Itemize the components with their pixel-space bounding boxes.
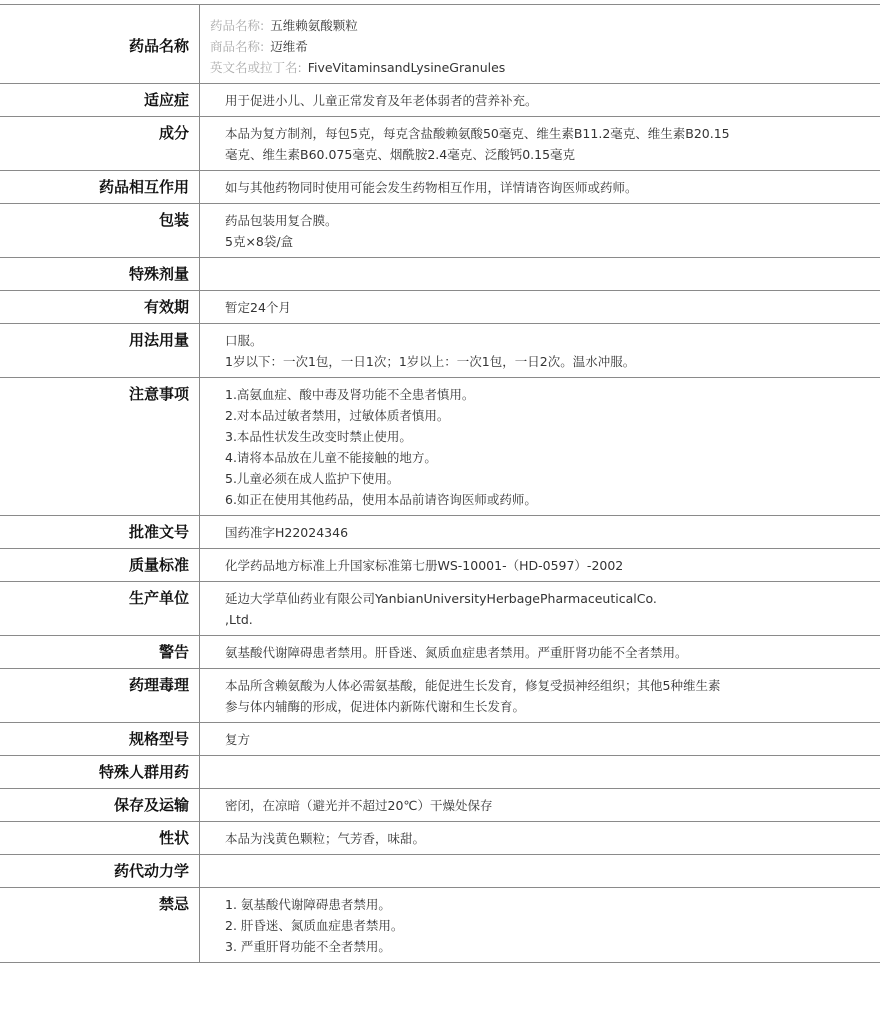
value-line: 国药准字H22024346 bbox=[225, 525, 349, 540]
value-appearance bbox=[200, 822, 880, 854]
value-line: 1岁以下：一次1包，一日1次；1岁以上：一次1包，一日2次。温水冲服。 bbox=[225, 354, 636, 369]
value-line: 3. 严重肝肾功能不全者禁用。 bbox=[225, 939, 391, 954]
row-standard bbox=[0, 549, 880, 582]
row-special_groups bbox=[0, 756, 880, 789]
field-key: 商品名称: bbox=[210, 39, 265, 54]
row-appearance bbox=[0, 822, 880, 855]
value-line: 5.儿童必须在成人监护下使用。 bbox=[225, 471, 400, 486]
value-line: 2. 肝昏迷、氮质血症患者禁用。 bbox=[225, 918, 404, 933]
value-line: 参与体内辅酶的形成，促进体内新陈代谢和生长发育。 bbox=[225, 699, 526, 714]
value-interactions bbox=[200, 171, 880, 203]
label-approval: 批准文号 bbox=[0, 516, 200, 548]
label-name: 药品名称 bbox=[0, 5, 200, 83]
value-line bbox=[210, 15, 880, 36]
row-approval bbox=[0, 516, 880, 549]
value-line: 密闭，在凉暗（避光并不超过20℃）干燥处保存 bbox=[225, 798, 493, 813]
label-ingredients: 成分 bbox=[0, 117, 200, 170]
value-storage bbox=[200, 789, 880, 821]
row-indications bbox=[0, 84, 880, 117]
value-approval bbox=[200, 516, 880, 548]
row-special_dose bbox=[0, 258, 880, 291]
row-warning bbox=[0, 636, 880, 669]
row-contraindications bbox=[0, 888, 880, 963]
value-special_groups bbox=[200, 756, 880, 788]
row-pharmacology bbox=[0, 669, 880, 723]
row-name bbox=[0, 5, 880, 84]
label-storage: 保存及运输 bbox=[0, 789, 200, 821]
row-spec bbox=[0, 723, 880, 756]
label-standard: 质量标准 bbox=[0, 549, 200, 581]
value-line: 口服。 bbox=[225, 333, 263, 348]
value-pharmacology bbox=[200, 669, 880, 722]
value-line: 本品为浅黄色颗粒；气芳香，味甜。 bbox=[225, 831, 426, 846]
field-value: 迈维希 bbox=[270, 39, 308, 54]
label-interactions: 药品相互作用 bbox=[0, 171, 200, 203]
value-manufacturer bbox=[200, 582, 880, 635]
value-standard bbox=[200, 549, 880, 581]
value-line: 延边大学草仙药业有限公司YanbianUniversityHerbagePharmaceuticalCo. bbox=[225, 591, 657, 606]
value-indications bbox=[200, 84, 880, 116]
field-key: 英文名或拉丁名: bbox=[210, 60, 302, 75]
value-ingredients bbox=[200, 117, 880, 170]
value-name bbox=[200, 5, 880, 83]
value-line: 3.本品性状发生改变时禁止使用。 bbox=[225, 429, 412, 444]
value-line: 5克×8袋/盒 bbox=[225, 234, 294, 249]
drug-info-table bbox=[0, 4, 880, 963]
value-line: 本品所含赖氨酸为人体必需氨基酸，能促进生长发育，修复受损神经组织；其他5种维生素 bbox=[225, 678, 721, 693]
value-line: 暂定24个月 bbox=[225, 300, 291, 315]
row-precautions bbox=[0, 378, 880, 516]
value-line: 6.如正在使用其他药品，使用本品前请咨询医师或药师。 bbox=[225, 492, 537, 507]
value-special_dose bbox=[200, 258, 880, 290]
row-package bbox=[0, 204, 880, 258]
row-ingredients bbox=[0, 117, 880, 171]
value-line: ,Ltd. bbox=[225, 612, 253, 627]
value-line: 1. 氨基酸代谢障碍患者禁用。 bbox=[225, 897, 391, 912]
value-package bbox=[200, 204, 880, 257]
value-line: 4.请将本品放在儿童不能接触的地方。 bbox=[225, 450, 437, 465]
label-spec: 规格型号 bbox=[0, 723, 200, 755]
value-line: 化学药品地方标准上升国家标准第七册WS-10001-（HD-0597）-2002 bbox=[225, 558, 624, 573]
value-line: 1.高氨血症、酸中毒及肾功能不全患者慎用。 bbox=[225, 387, 475, 402]
row-validity bbox=[0, 291, 880, 324]
value-warning bbox=[200, 636, 880, 668]
value-contraindications bbox=[200, 888, 880, 962]
value-line: 2.对本品过敏者禁用，过敏体质者慎用。 bbox=[225, 408, 450, 423]
field-key: 药品名称: bbox=[210, 18, 265, 33]
value-validity bbox=[200, 291, 880, 323]
label-indications: 适应症 bbox=[0, 84, 200, 116]
label-appearance: 性状 bbox=[0, 822, 200, 854]
label-warning: 警告 bbox=[0, 636, 200, 668]
label-precautions: 注意事项 bbox=[0, 378, 200, 515]
row-pharmacokinetics bbox=[0, 855, 880, 888]
value-usage bbox=[200, 324, 880, 377]
value-precautions bbox=[200, 378, 880, 515]
value-line: 用于促进小儿、儿童正常发育及年老体弱者的营养补充。 bbox=[225, 93, 538, 108]
label-validity: 有效期 bbox=[0, 291, 200, 323]
value-spec bbox=[200, 723, 880, 755]
field-value: FiveVitaminsandLysineGranules bbox=[307, 60, 506, 75]
label-manufacturer: 生产单位 bbox=[0, 582, 200, 635]
value-pharmacokinetics bbox=[200, 855, 880, 887]
label-contraindications: 禁忌 bbox=[0, 888, 200, 962]
row-storage bbox=[0, 789, 880, 822]
value-line bbox=[210, 57, 880, 78]
label-package: 包装 bbox=[0, 204, 200, 257]
value-line: 如与其他药物同时使用可能会发生药物相互作用，详情请咨询医师或药师。 bbox=[225, 180, 638, 195]
row-usage bbox=[0, 324, 880, 378]
field-value: 五维赖氨酸颗粒 bbox=[270, 18, 358, 33]
row-manufacturer bbox=[0, 582, 880, 636]
label-usage: 用法用量 bbox=[0, 324, 200, 377]
label-pharmacokinetics: 药代动力学 bbox=[0, 855, 200, 887]
value-line: 本品为复方制剂，每包5克，每克含盐酸赖氨酸50毫克、维生素B11.2毫克、维生素B20.15 bbox=[225, 126, 730, 141]
value-line: 复方 bbox=[225, 732, 251, 747]
value-line: 药品包装用复合膜。 bbox=[225, 213, 338, 228]
value-line: 氨基酸代谢障碍患者禁用。肝昏迷、氮质血症患者禁用。严重肝肾功能不全者禁用。 bbox=[225, 645, 688, 660]
label-special_groups: 特殊人群用药 bbox=[0, 756, 200, 788]
value-line bbox=[210, 36, 880, 57]
label-special_dose: 特殊剂量 bbox=[0, 258, 200, 290]
value-line: 毫克、维生素B60.075毫克、烟酰胺2.4毫克、泛酸钙0.15毫克 bbox=[225, 147, 576, 162]
label-pharmacology: 药理毒理 bbox=[0, 669, 200, 722]
row-interactions bbox=[0, 171, 880, 204]
